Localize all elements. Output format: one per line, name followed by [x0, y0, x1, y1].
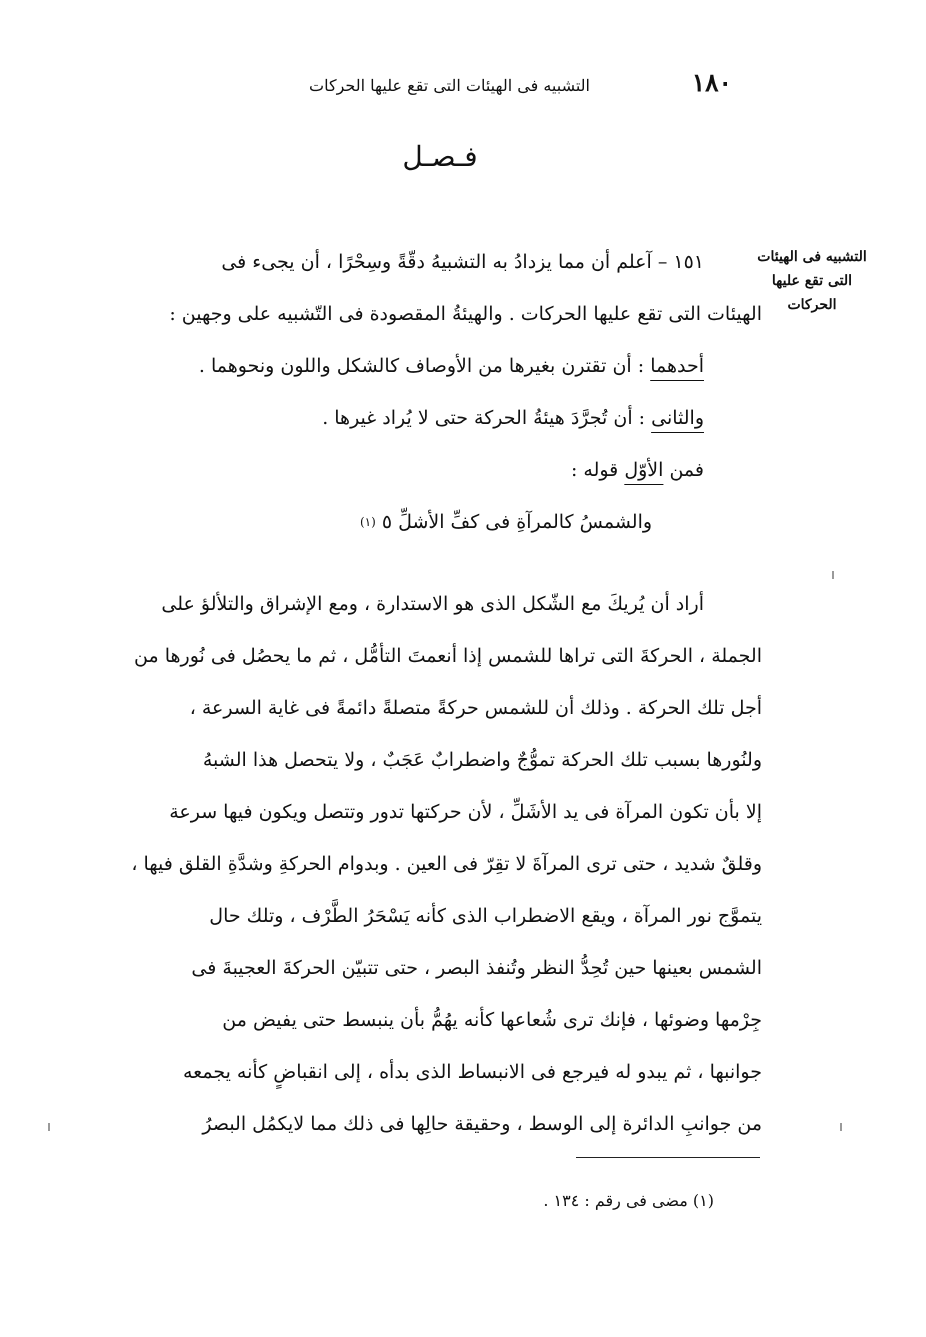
second-type-label: والثانى: [651, 407, 704, 429]
first-type-line: [130, 340, 762, 392]
first-type-label: أحدهما: [650, 355, 704, 377]
example-intro-suffix: قوله :: [570, 459, 619, 481]
main-text-upper: [130, 236, 762, 548]
example-intro-prefix: فمن: [669, 459, 704, 481]
second-type-text: : أن تُجرَّدَ هيئةُ الحركة حتى لا يُراد غيرها .: [322, 407, 646, 429]
commentary-line: وقلقٌ شديد ، حتى ترى المرآةَ لا تقِرّ فى العين . وبدوام الحركةِ وشدَّةِ القلق فيها ،: [131, 853, 762, 875]
scan-mark: [832, 571, 834, 579]
commentary-line: الجملة ، الحركةَ التى تراها للشمس إذا أنعمتَ التأمُّل ، ثم ما يحصُل فى نُورها من: [134, 645, 762, 667]
page-header: [300, 68, 760, 108]
example-intro-label: الأوّل: [624, 459, 664, 481]
commentary-line: ولنُورها بسبب تلك الحركة تموُّجٌ واضطرابٌ عَجَبٌ ، ولا يتحصل هذا الشبهُ: [202, 749, 762, 771]
verse-line: [130, 496, 762, 548]
verse-text: والشمسُ كالمرآةِ فى كفِّ الأشلِّ ٥: [381, 511, 653, 533]
section-title: فـصـل: [402, 140, 478, 173]
scan-mark: [840, 1123, 842, 1131]
footnote: (١) مضى فى رقم : ١٣٤ .: [543, 1191, 714, 1210]
main-text-lower: [130, 578, 762, 1150]
commentary-line: جِرْمها وضوئها ، فإنك ترى شُعاعها كأنه يهُمُّ بأن ينبسط حتى يفيض من: [222, 1009, 762, 1031]
commentary-line: يتموَّج نور المرآة ، ويقع الاضطراب الذى كأنه يَسْحَرُ الطَّرْف ، وتلك حال: [209, 905, 762, 927]
margin-note-line: التى تقع عليها: [771, 273, 853, 289]
commentary-line: من جوانبِ الدائرة إلى الوسط ، وحقيقة حالِها فى ذلك مما لايكمُل البصرُ: [202, 1113, 762, 1135]
first-type-text: : أن تقترن بغيرها من الأوصاف كالشكل واللون ونحوهما .: [198, 355, 645, 377]
commentary-line: الشمس بعينها حين تُحِدُّ النظر وتُنفذ البصر ، حتى تتبيّن الحركةَ العجيبةَ فى: [191, 957, 762, 979]
commentary-line: أراد أن يُريكَ مع الشّكل الذى هو الاستدارة ، ومع الإشراق والتلألؤ على: [161, 593, 704, 615]
footnote-divider: [576, 1157, 760, 1158]
commentary-line: إلا بأن تكون المرآة فى يد الأشَلِّ ، لأن حركتها تدور وتتصل ويكون فيها سرعة: [169, 801, 762, 823]
margin-note-line: التشبيه فى الهيئات: [757, 249, 867, 265]
second-type-line: [130, 392, 762, 444]
footnote-reference: (١): [359, 515, 376, 529]
intro-line: الهيئات التى تقع عليها الحركات . والهيئةُ المقصودة فى التّشبيه على وجهين :: [169, 303, 762, 325]
scan-mark: [48, 1123, 50, 1131]
running-title: التشبيه فى الهيئات التى تقع عليها الحركات: [309, 76, 590, 95]
commentary-line: أجل تلك الحركة . وذلك أن للشمس حركةً متصلةً دائمةً فى غاية السرعة ،: [189, 697, 762, 719]
intro-line: ١٥١ – آعلم أن مما يزدادُ به التشبيهُ دقّةً وسِحْرًا ، أن يجىء فى: [221, 251, 704, 273]
margin-note: [752, 245, 872, 317]
page-number: ١٨٠: [691, 68, 732, 97]
example-intro-line: [130, 444, 762, 496]
commentary-line: جوانبها ، ثم يبدو له فيرجع فى الانبساط الذى بدأه ، إلى انقباضٍ كأنه يجمعه: [182, 1061, 762, 1083]
margin-note-line: الحركات: [787, 297, 837, 313]
